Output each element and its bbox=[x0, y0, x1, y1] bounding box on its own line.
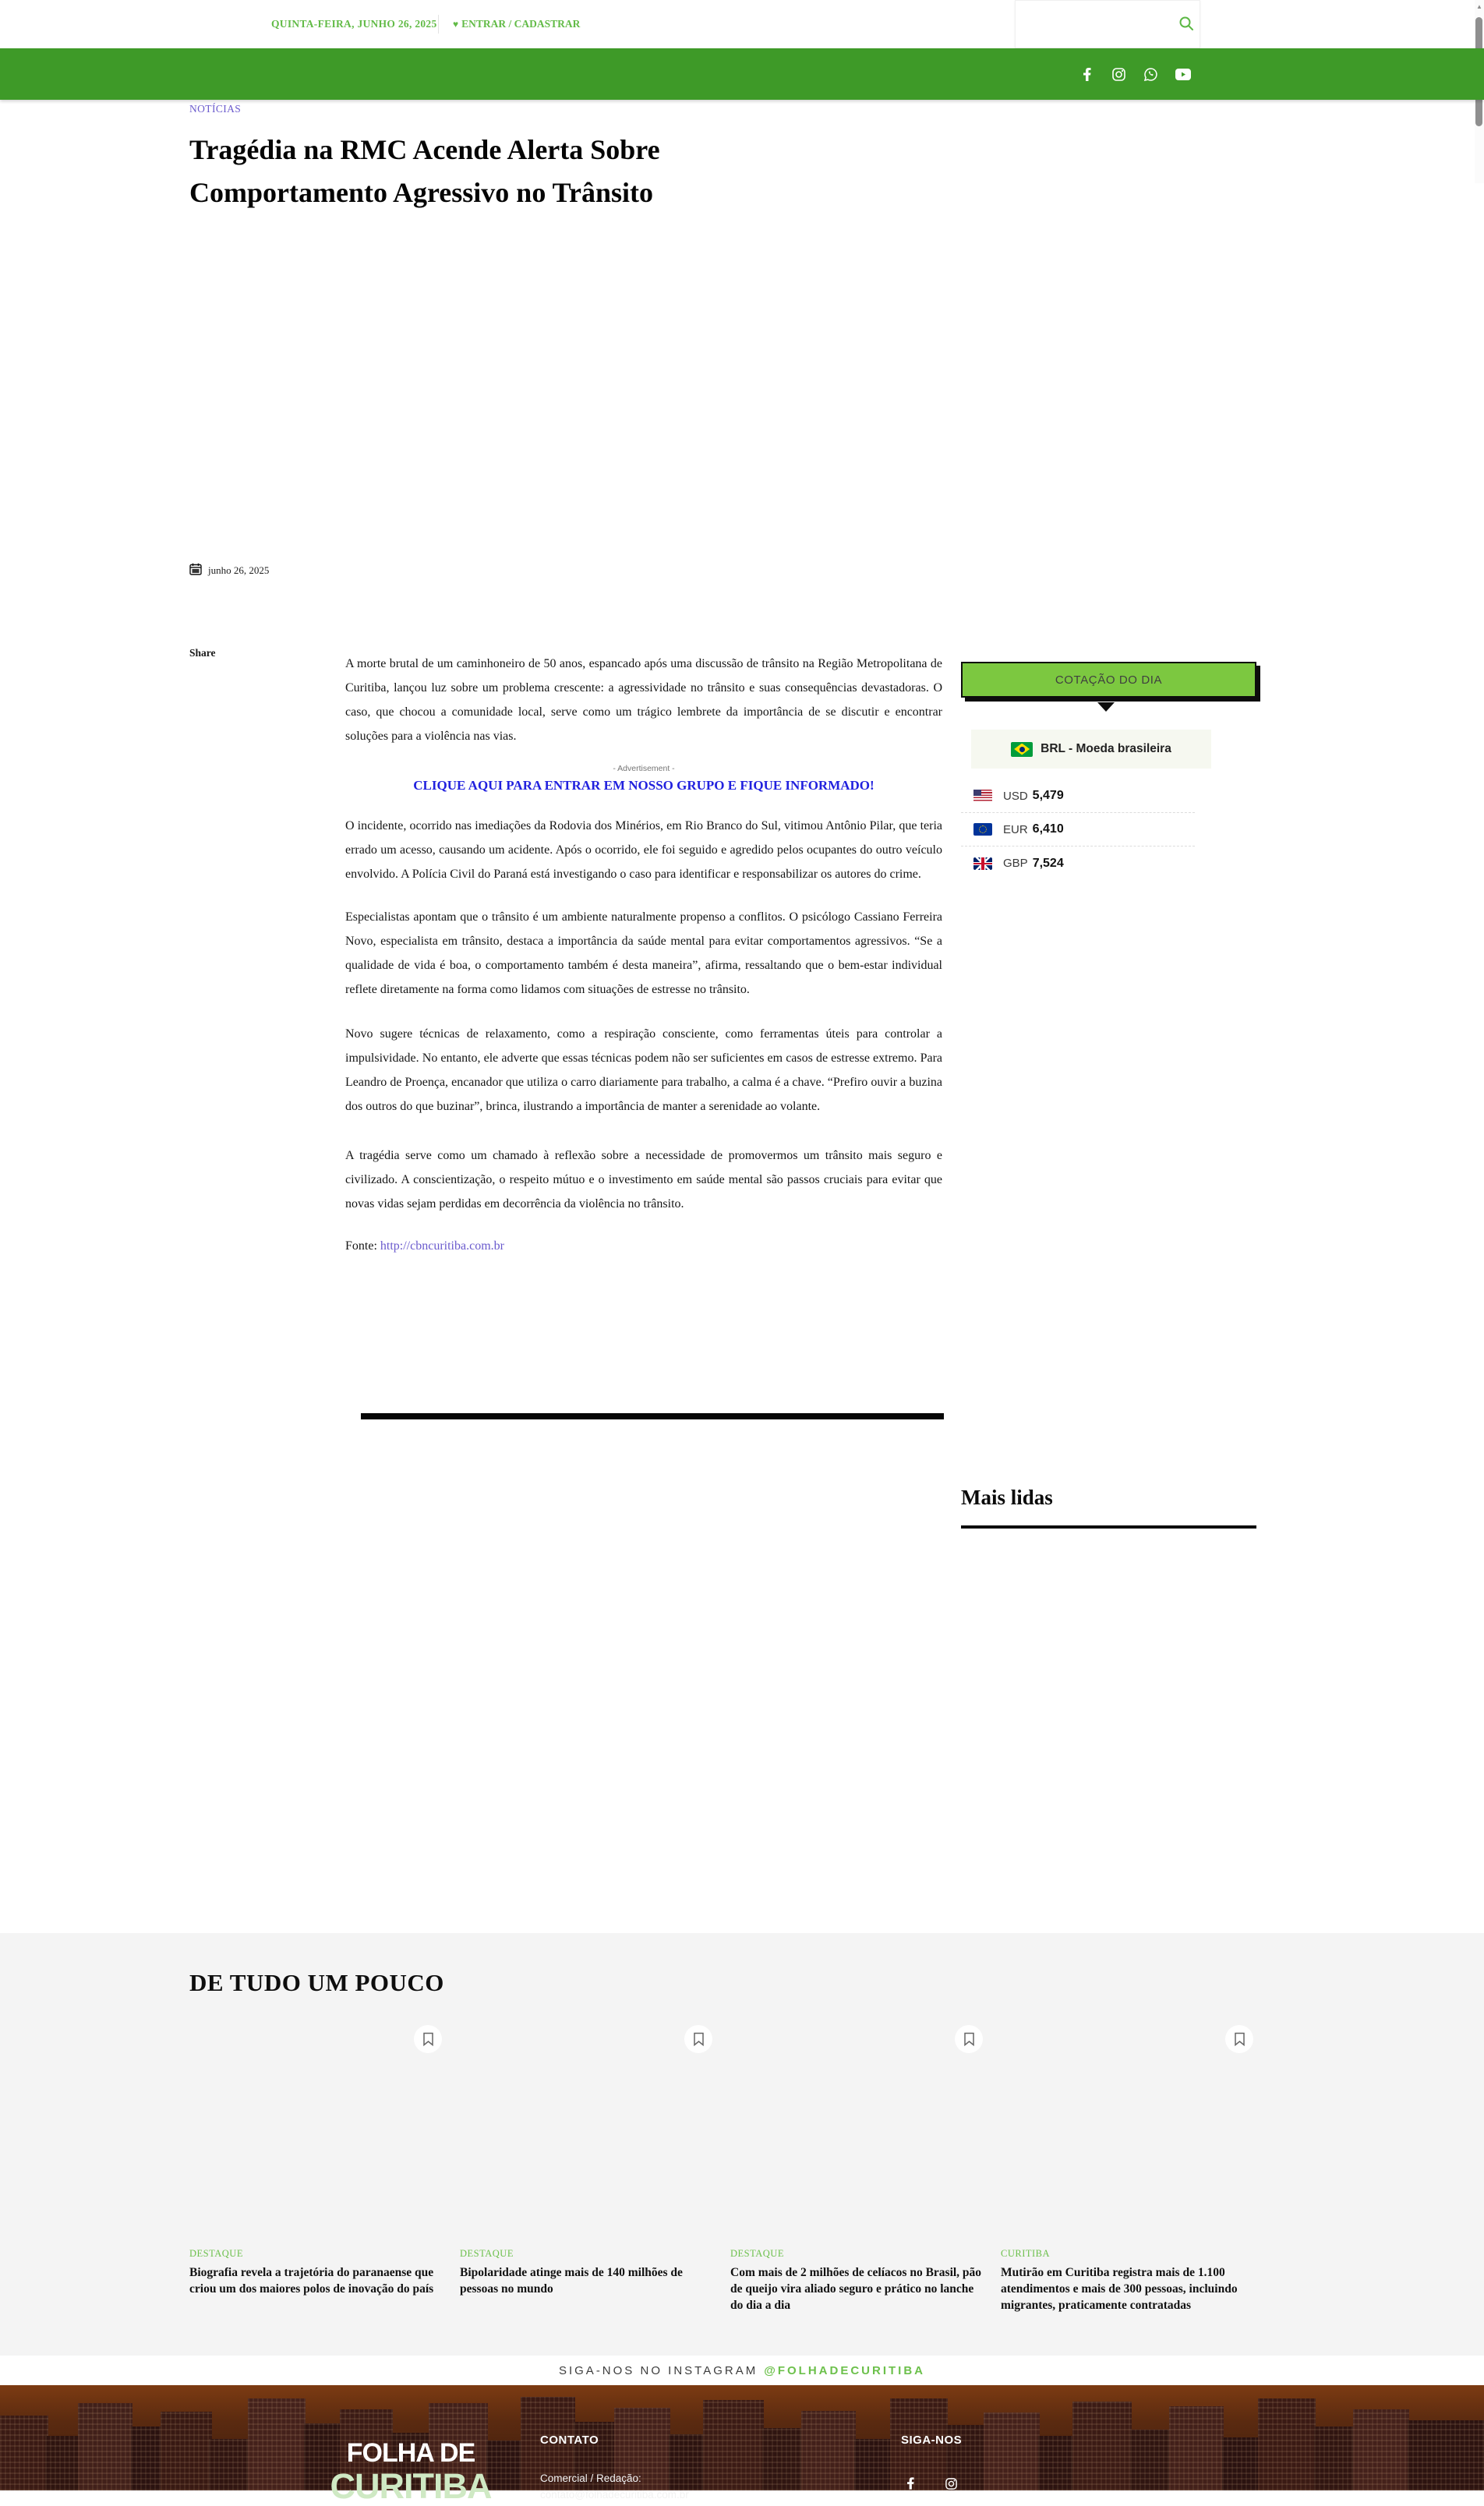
bookmark-icon bbox=[963, 2032, 975, 2046]
rate-code: GBP bbox=[1003, 857, 1028, 870]
scrollbar-up-arrow-icon[interactable]: ▲ bbox=[1476, 3, 1482, 10]
most-read-heading: Mais lidas bbox=[961, 1486, 1053, 1509]
rate-row-gbp bbox=[961, 847, 1195, 880]
article-title: Tragédia na RMC Acende Alerta Sobre Comportamento Agressivo no Trânsito bbox=[189, 134, 660, 208]
rate-value: 6,410 bbox=[1032, 822, 1064, 836]
news-card[interactable] bbox=[1001, 2019, 1258, 2313]
rate-value: 7,524 bbox=[1032, 856, 1064, 870]
footer-follow-heading: SIGA-NOS bbox=[901, 2434, 963, 2447]
instagram-icon[interactable] bbox=[1112, 68, 1125, 81]
footer-contact-line: Comercial / Redação: bbox=[540, 2472, 641, 2484]
top-bar bbox=[0, 0, 1484, 48]
article-date: junho 26, 2025 bbox=[208, 564, 270, 576]
uk-flag-icon bbox=[973, 857, 992, 870]
article-category-link[interactable]: NOTÍCIAS bbox=[189, 103, 242, 115]
card-category[interactable]: DESTAQUE bbox=[730, 2248, 784, 2259]
card-image-placeholder bbox=[1001, 2019, 1258, 2237]
site-logo[interactable] bbox=[317, 2440, 504, 2504]
search-input[interactable] bbox=[1016, 1, 1172, 48]
bookmark-button[interactable] bbox=[684, 2025, 712, 2053]
more-news-section bbox=[0, 1933, 1484, 2356]
topbar-divider bbox=[438, 15, 439, 34]
article-paragraph: Novo sugere técnicas de relaxamento, como a respiração consciente, como ferramentas úteis para controlar a impulsividade. No entanto, ele adverte que essas técnicas podem não ser suficientes em casos de estresse extremo. Para Leandro de Proença, encanador que utiliza o carro diariamente para trabalho, a calma é a chave. “Prefiro ouvir a buzina dos outros do que buzinar”, brinca, ilustrando a importância de manter a serenidade ao volante. bbox=[345, 1027, 942, 1113]
login-link[interactable] bbox=[453, 0, 580, 48]
facebook-icon[interactable] bbox=[904, 2477, 917, 2490]
usa-flag-icon bbox=[973, 790, 992, 802]
base-currency-label: BRL - Moeda brasileira bbox=[1041, 742, 1171, 755]
whatsapp-icon[interactable] bbox=[1144, 68, 1157, 81]
heart-icon: ♥ bbox=[453, 19, 459, 30]
article-paragraph: O incidente, ocorrido nas imediações da Rodovia dos Minérios, em Rio Branco do Sul, vitimou Antônio Pilar, que teria errado um acesso, causando um acidente. Após o ocorrido, ele foi seguido e agredido pelos ocupantes do outro veículo envolvido. A Polícia Civil do Paraná está investigando o caso para identificar e responsabilizar os autores do crime. bbox=[345, 819, 942, 881]
exchange-rates bbox=[961, 779, 1195, 880]
instagram-handle-link[interactable]: @FOLHADECURITIBA bbox=[764, 2363, 926, 2377]
bookmark-button[interactable] bbox=[955, 2025, 983, 2053]
current-date: QUINTA-FEIRA, JUNHO 26, 2025 bbox=[271, 18, 437, 30]
source-link[interactable]: http://cbncuritiba.com.br bbox=[380, 1239, 504, 1253]
source-line bbox=[345, 1239, 942, 1253]
search-button[interactable] bbox=[1172, 1, 1200, 48]
advertisement-label: - Advertisement - bbox=[613, 764, 675, 773]
calendar-icon bbox=[189, 563, 202, 578]
brazil-flag-icon bbox=[1011, 742, 1033, 757]
article-meta bbox=[189, 563, 269, 578]
facebook-icon[interactable] bbox=[1080, 68, 1094, 81]
source-label: Fonte: bbox=[345, 1239, 377, 1253]
quote-pointer-icon bbox=[1097, 702, 1115, 712]
bookmark-icon bbox=[1234, 2032, 1246, 2046]
login-label: ENTRAR / CADASTRAR bbox=[461, 18, 581, 30]
card-title[interactable]: Biografia revela a trajetória do paranaense que criou um dos maiores polos de inovação do país bbox=[189, 2266, 434, 2296]
article-divider bbox=[361, 1413, 944, 1419]
search-box bbox=[1015, 0, 1200, 48]
news-cards bbox=[189, 2019, 1258, 2313]
news-card[interactable] bbox=[460, 2019, 717, 2313]
footer-social-links bbox=[904, 2477, 957, 2490]
instagram-strip-text: SIGA-NOS NO INSTAGRAM bbox=[558, 2363, 758, 2377]
section-title: DE TUDO UM POUCO bbox=[189, 1969, 444, 1996]
card-title[interactable]: Com mais de 2 milhões de celíacos no Brasil, pão de queijo vira aliado seguro e prático no lanche do dia a dia bbox=[730, 2266, 982, 2312]
rate-code: USD bbox=[1003, 789, 1028, 803]
bookmark-icon bbox=[422, 2032, 434, 2046]
card-image-placeholder bbox=[189, 2019, 447, 2237]
site-logo-line1: FOLHA DE bbox=[346, 2438, 475, 2468]
footer-contact-heading: CONTATO bbox=[540, 2434, 599, 2447]
card-title[interactable]: Mutirão em Curitiba registra mais de 1.100 atendimentos e mais de 300 pessoas, incluindo migrantes, praticamente contratadas bbox=[1001, 2266, 1238, 2312]
card-category[interactable]: CURITIBA bbox=[1001, 2248, 1051, 2259]
youtube-icon[interactable] bbox=[1176, 68, 1189, 81]
bookmark-button[interactable] bbox=[414, 2025, 442, 2053]
main-navbar bbox=[0, 48, 1484, 100]
bookmark-icon bbox=[693, 2032, 705, 2046]
card-category[interactable]: DESTAQUE bbox=[460, 2248, 514, 2259]
navbar-social-links bbox=[1080, 48, 1189, 100]
article-body bbox=[345, 652, 942, 1253]
most-read-rule bbox=[961, 1525, 1256, 1529]
search-icon bbox=[1178, 15, 1195, 34]
site-logo-line2: CURITIBA bbox=[330, 2466, 492, 2506]
instagram-icon[interactable] bbox=[945, 2477, 957, 2490]
share-label: Share bbox=[189, 647, 216, 659]
rate-value: 5,479 bbox=[1032, 789, 1064, 802]
rate-row-eur bbox=[961, 813, 1195, 847]
daily-quote-button[interactable]: COTAÇÃO DO DIA bbox=[961, 662, 1256, 698]
card-image-placeholder bbox=[460, 2019, 717, 2237]
article-paragraph: A morte brutal de um caminhoneiro de 50 anos, espancado após uma discussão de trânsito na Região Metropolitana de Curitiba, lançou luz sobre um problema crescente: a agressividade no trânsito e suas consequências devastadoras. O caso, que chocou a comunidade local, serve como um trágico lembrete da importância de se discutir e encontrar soluções para a violência nas vias. bbox=[345, 657, 942, 743]
news-card[interactable] bbox=[189, 2019, 447, 2313]
article-paragraph: A tragédia serve como um chamado à reflexão sobre a necessidade de promovermos um trânsito mais seguro e civilizado. A conscientização, o respeito mútuo e o investimento em saúde mental são passos cruciais para evitar que novas vidas sejam perdidas em decorrência da violência no trânsito. bbox=[345, 1149, 942, 1211]
card-category[interactable]: DESTAQUE bbox=[189, 2248, 243, 2259]
card-title[interactable]: Bipolaridade atinge mais de 140 milhões de pessoas no mundo bbox=[460, 2266, 683, 2296]
news-card[interactable] bbox=[730, 2019, 988, 2313]
bookmark-button[interactable] bbox=[1225, 2025, 1253, 2053]
rate-row-usd bbox=[961, 779, 1195, 813]
group-cta-link[interactable]: CLIQUE AQUI PARA ENTRAR EM NOSSO GRUPO E FIQUE INFORMADO! bbox=[413, 778, 874, 793]
card-image-placeholder bbox=[730, 2019, 988, 2237]
footer-contact-email[interactable]: contato@folhadecuritiba.com.br bbox=[540, 2489, 689, 2501]
instagram-strip bbox=[0, 2356, 1484, 2385]
article-paragraph: Especialistas apontam que o trânsito é um ambiente naturalmente propenso a conflitos. O psicólogo Cassiano Ferreira Novo, especialista em trânsito, destaca a importância da saúde mental para evitar comportamentos agressivos. “Se a qualidade de vida é boa, o comportamento também é desta maneira”, afirma, ressaltando que o bem-estar individual reflete diretamente na forma como lidamos com situações de estresse no trânsito. bbox=[345, 910, 942, 996]
eu-flag-icon bbox=[973, 823, 992, 836]
base-currency-row bbox=[971, 730, 1211, 769]
footer bbox=[0, 2385, 1484, 2506]
rate-code: EUR bbox=[1003, 822, 1028, 836]
